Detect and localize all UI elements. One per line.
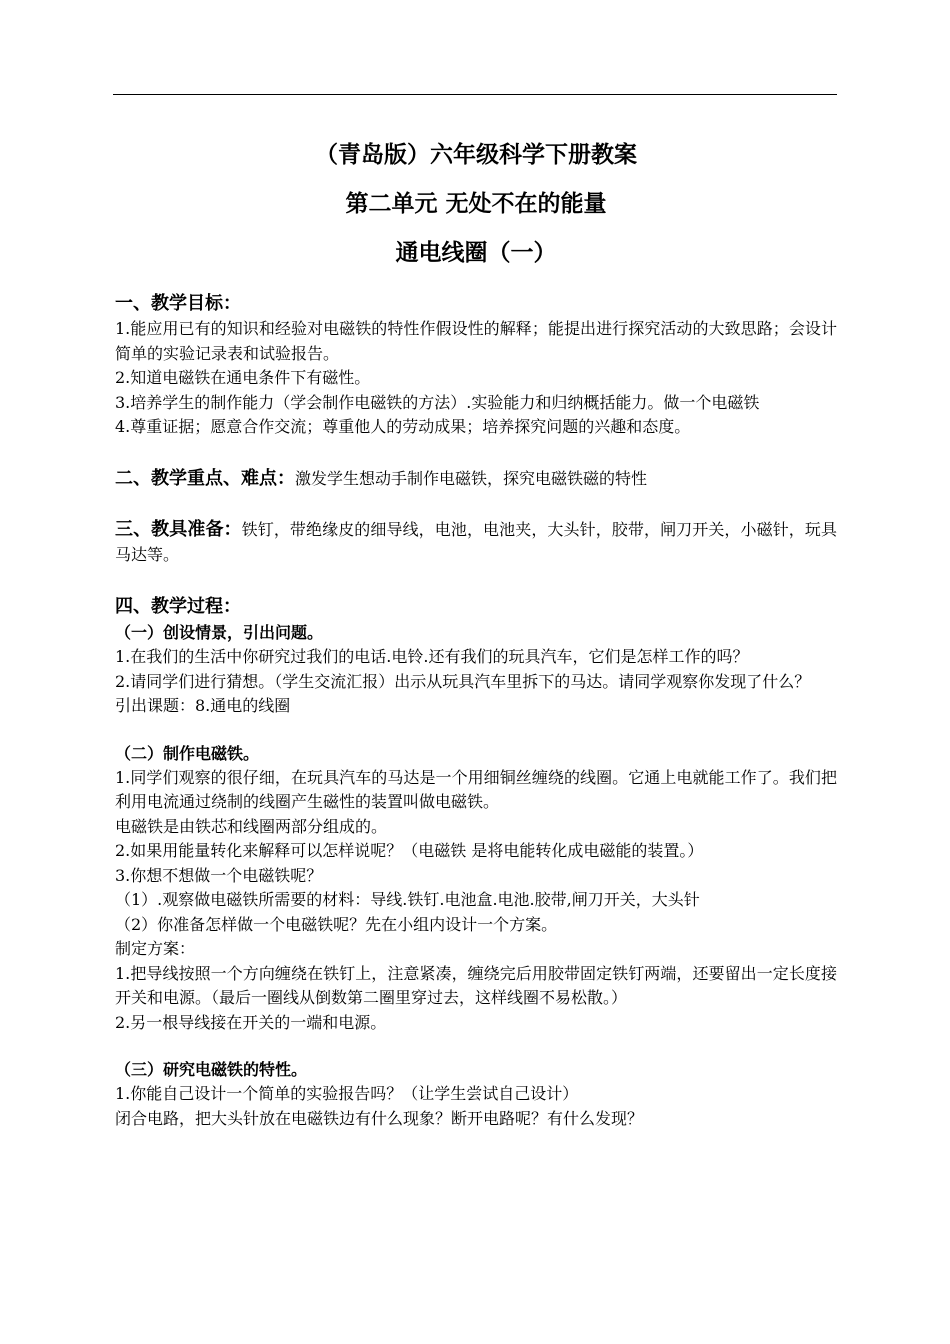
part-2-line-9: 2.另一根导线接在开关的一端和电源。 <box>115 1012 387 1032</box>
part-2-line-3: 2.如果用能量转化来解释可以怎样说呢？（电磁铁 是将电能转化成电磁能的装置。） <box>115 841 704 860</box>
section-4-heading: 四、教学过程： <box>115 596 241 617</box>
part-1-line-3: 引出课题：8.通电的线圈 <box>115 696 291 715</box>
part-2-line-1: 1.同学们观察的很仔细，在玩具汽车的马达是一个用细铜丝缠绕的线圈。它通上电就能工作了。我们把利用电流通过绕制的线圈产生磁性的装置叫做电磁铁。 <box>115 767 837 811</box>
part-3-line-1: 1.你能自己设计一个简单的实验报告吗？（让学生尝试自己设计） <box>115 1084 579 1103</box>
part-2-heading: （二）制作电磁铁。 <box>115 743 260 763</box>
part-1-heading: （一）创设情景，引出问题。 <box>115 623 324 642</box>
part-2-line-7: 制定方案： <box>115 939 196 958</box>
header-rule <box>113 94 837 95</box>
objective-item-3: 3.培养学生的制作能力（学会制作电磁铁的方法）.实验能力和归纳概括能力。做一个电磁铁 <box>115 392 760 412</box>
objective-item-4: 4.尊重证据；愿意合作交流；尊重他人的劳动成果；培养探究问题的兴趣和态度。 <box>115 417 691 436</box>
part-1-line-1: 1.在我们的生活中你研究过我们的电话.电铃.还有我们的玩具汽车，它们是怎样工作的吗？ <box>115 647 749 666</box>
section-3-text: 铁钉，带绝缘皮的细导线，电池，电池夹，大头针，胶带，闸刀开关，小磁针，玩具马达等。 <box>115 520 837 564</box>
part-3-heading: （三）研究电磁铁的特性。 <box>115 1060 308 1079</box>
unit-title: 第二单元 无处不在的能量 <box>345 190 607 217</box>
objective-item-1: 1.能应用已有的知识和经验对电磁铁的特性作假设性的解释；能提出进行探究活动的大致思路；会设计简单的实验记录表和试验报告。 <box>115 319 837 363</box>
part-2-line-2: 电磁铁是由铁芯和线圈两部分组成的。 <box>115 816 388 836</box>
document-body <box>115 130 837 1131</box>
objective-item-2: 2.知道电磁铁在通电条件下有磁性。 <box>115 368 371 387</box>
section-1-heading: 一、教学目标： <box>115 293 241 314</box>
section-2-heading: 二、教学重点、难点： <box>115 467 295 489</box>
part-2-line-8: 1.把导线按照一个方向缠绕在铁钉上，注意紧凑，缠绕完后用胶带固定铁钉两端，还要留出一定长度接开关和电源。（最后一圈线从倒数第二圈里穿过去，这样线圈不易松散。） <box>115 963 837 1007</box>
part-3-line-2: 闭合电路，把大头针放在电磁铁边有什么现象？断开电路呢？有什么发现？ <box>115 1108 644 1128</box>
part-2-line-6: （2）你准备怎样做一个电磁铁呢？先在小组内设计一个方案。 <box>115 914 558 934</box>
section-2-text: 激发学生想动手制作电磁铁，探究电磁铁磁的特性 <box>295 468 648 488</box>
section-2 <box>115 467 837 492</box>
main-title: （青岛版）六年级科学下册教案 <box>315 141 637 168</box>
part-2-line-5: （1）.观察做电磁铁所需要的材料：导线.铁钉.电池盒.电池.胶带,闸刀开关，大头针 <box>115 890 700 909</box>
section-3 <box>115 518 837 567</box>
lesson-title: 通电线圈（一） <box>395 239 557 266</box>
part-1-line-2: 2.请同学们进行猜想。（学生交流汇报）出示从玩具汽车里拆下的马达。请同学观察你发现了什么？ <box>115 671 811 691</box>
part-2-line-4: 3.你想不想做一个电磁铁呢？ <box>115 865 323 885</box>
section-3-heading: 三、教具准备： <box>115 519 242 540</box>
